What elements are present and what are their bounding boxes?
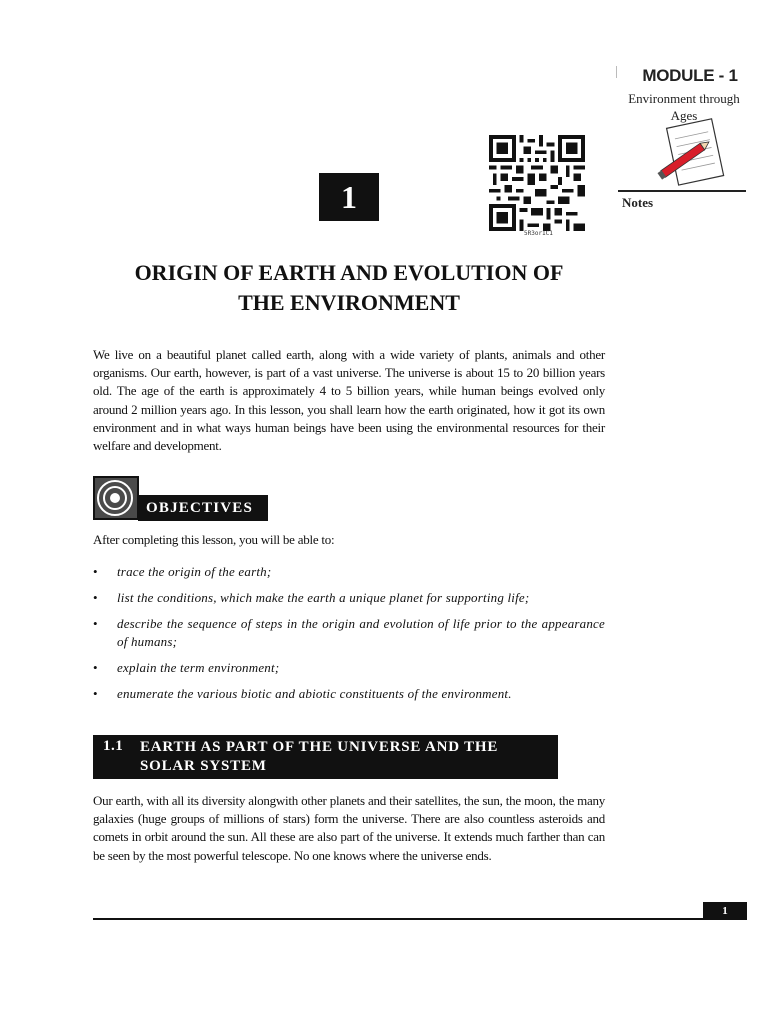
chapter-number: 1 — [319, 173, 379, 221]
list-item: • trace the origin of the earth; — [93, 563, 605, 581]
notes-divider — [618, 190, 746, 192]
module-label: MODULE - 1 — [642, 66, 738, 85]
intro-paragraph: We live on a beautiful planet called earth, along with a wide variety of plants, animals and other organisms. Our earth, however, is part of a vast universe. The universe is about 15 to 20 billion years old. The age of the earth is approximately 4 to 5 billion years, while human beings evolved only around 2 million years ago. In this lesson, you shall learn how the earth originated, how it got its own environment and in what ways human beings have been using the environmental resources for their welfare and development. — [93, 347, 605, 454]
module-subtitle: Environment through Ages — [628, 91, 740, 123]
objectives-intro: After completing this lesson, you will be able to: — [93, 532, 335, 547]
chapter-title — [93, 258, 605, 318]
qr-code-icon[interactable] — [489, 135, 585, 231]
chapter-title-line-2: THE ENVIRONMENT — [238, 290, 460, 315]
objectives-list — [93, 563, 605, 711]
list-item: • explain the term environment; — [93, 659, 605, 677]
list-item: • describe the sequence of steps in the origin and evolution of life prior to the appearance of humans; — [93, 615, 605, 651]
section-number: 1.1 — [103, 738, 124, 754]
qr-caption: 5R3or1C1 — [524, 230, 553, 237]
list-item: • list the conditions, which make the earth a unique planet for supporting life; — [93, 589, 605, 607]
footer-rule — [93, 918, 703, 920]
section-paragraph: Our earth, with all its diversity alongwith other planets and their satellites, the sun, the moon, the many galaxies (huge groups of millions of stars) form the universe. There are also countless asteroids and comets in orbit around the sun. All these are also part of the universe. It extends much farther than can be seen by the most powerful telescope. No one knows where the universe ends. — [93, 793, 605, 863]
objectives-heading: OBJECTIVES — [138, 495, 268, 521]
section-title: EARTH AS PART OF THE UNIVERSE AND THE SOLAR SYSTEM — [140, 739, 499, 774]
list-item: • enumerate the various biotic and abiotic constituents of the environment. — [93, 685, 605, 703]
objectives-target-icon — [93, 476, 139, 520]
notepad-pencil-icon — [650, 112, 730, 192]
notes-label: Notes — [622, 195, 654, 210]
page-number: 1 — [703, 902, 747, 920]
section-heading — [93, 735, 558, 779]
module-divider — [616, 66, 617, 78]
chapter-title-line-1: ORIGIN OF EARTH AND EVOLUTION OF — [134, 260, 564, 285]
